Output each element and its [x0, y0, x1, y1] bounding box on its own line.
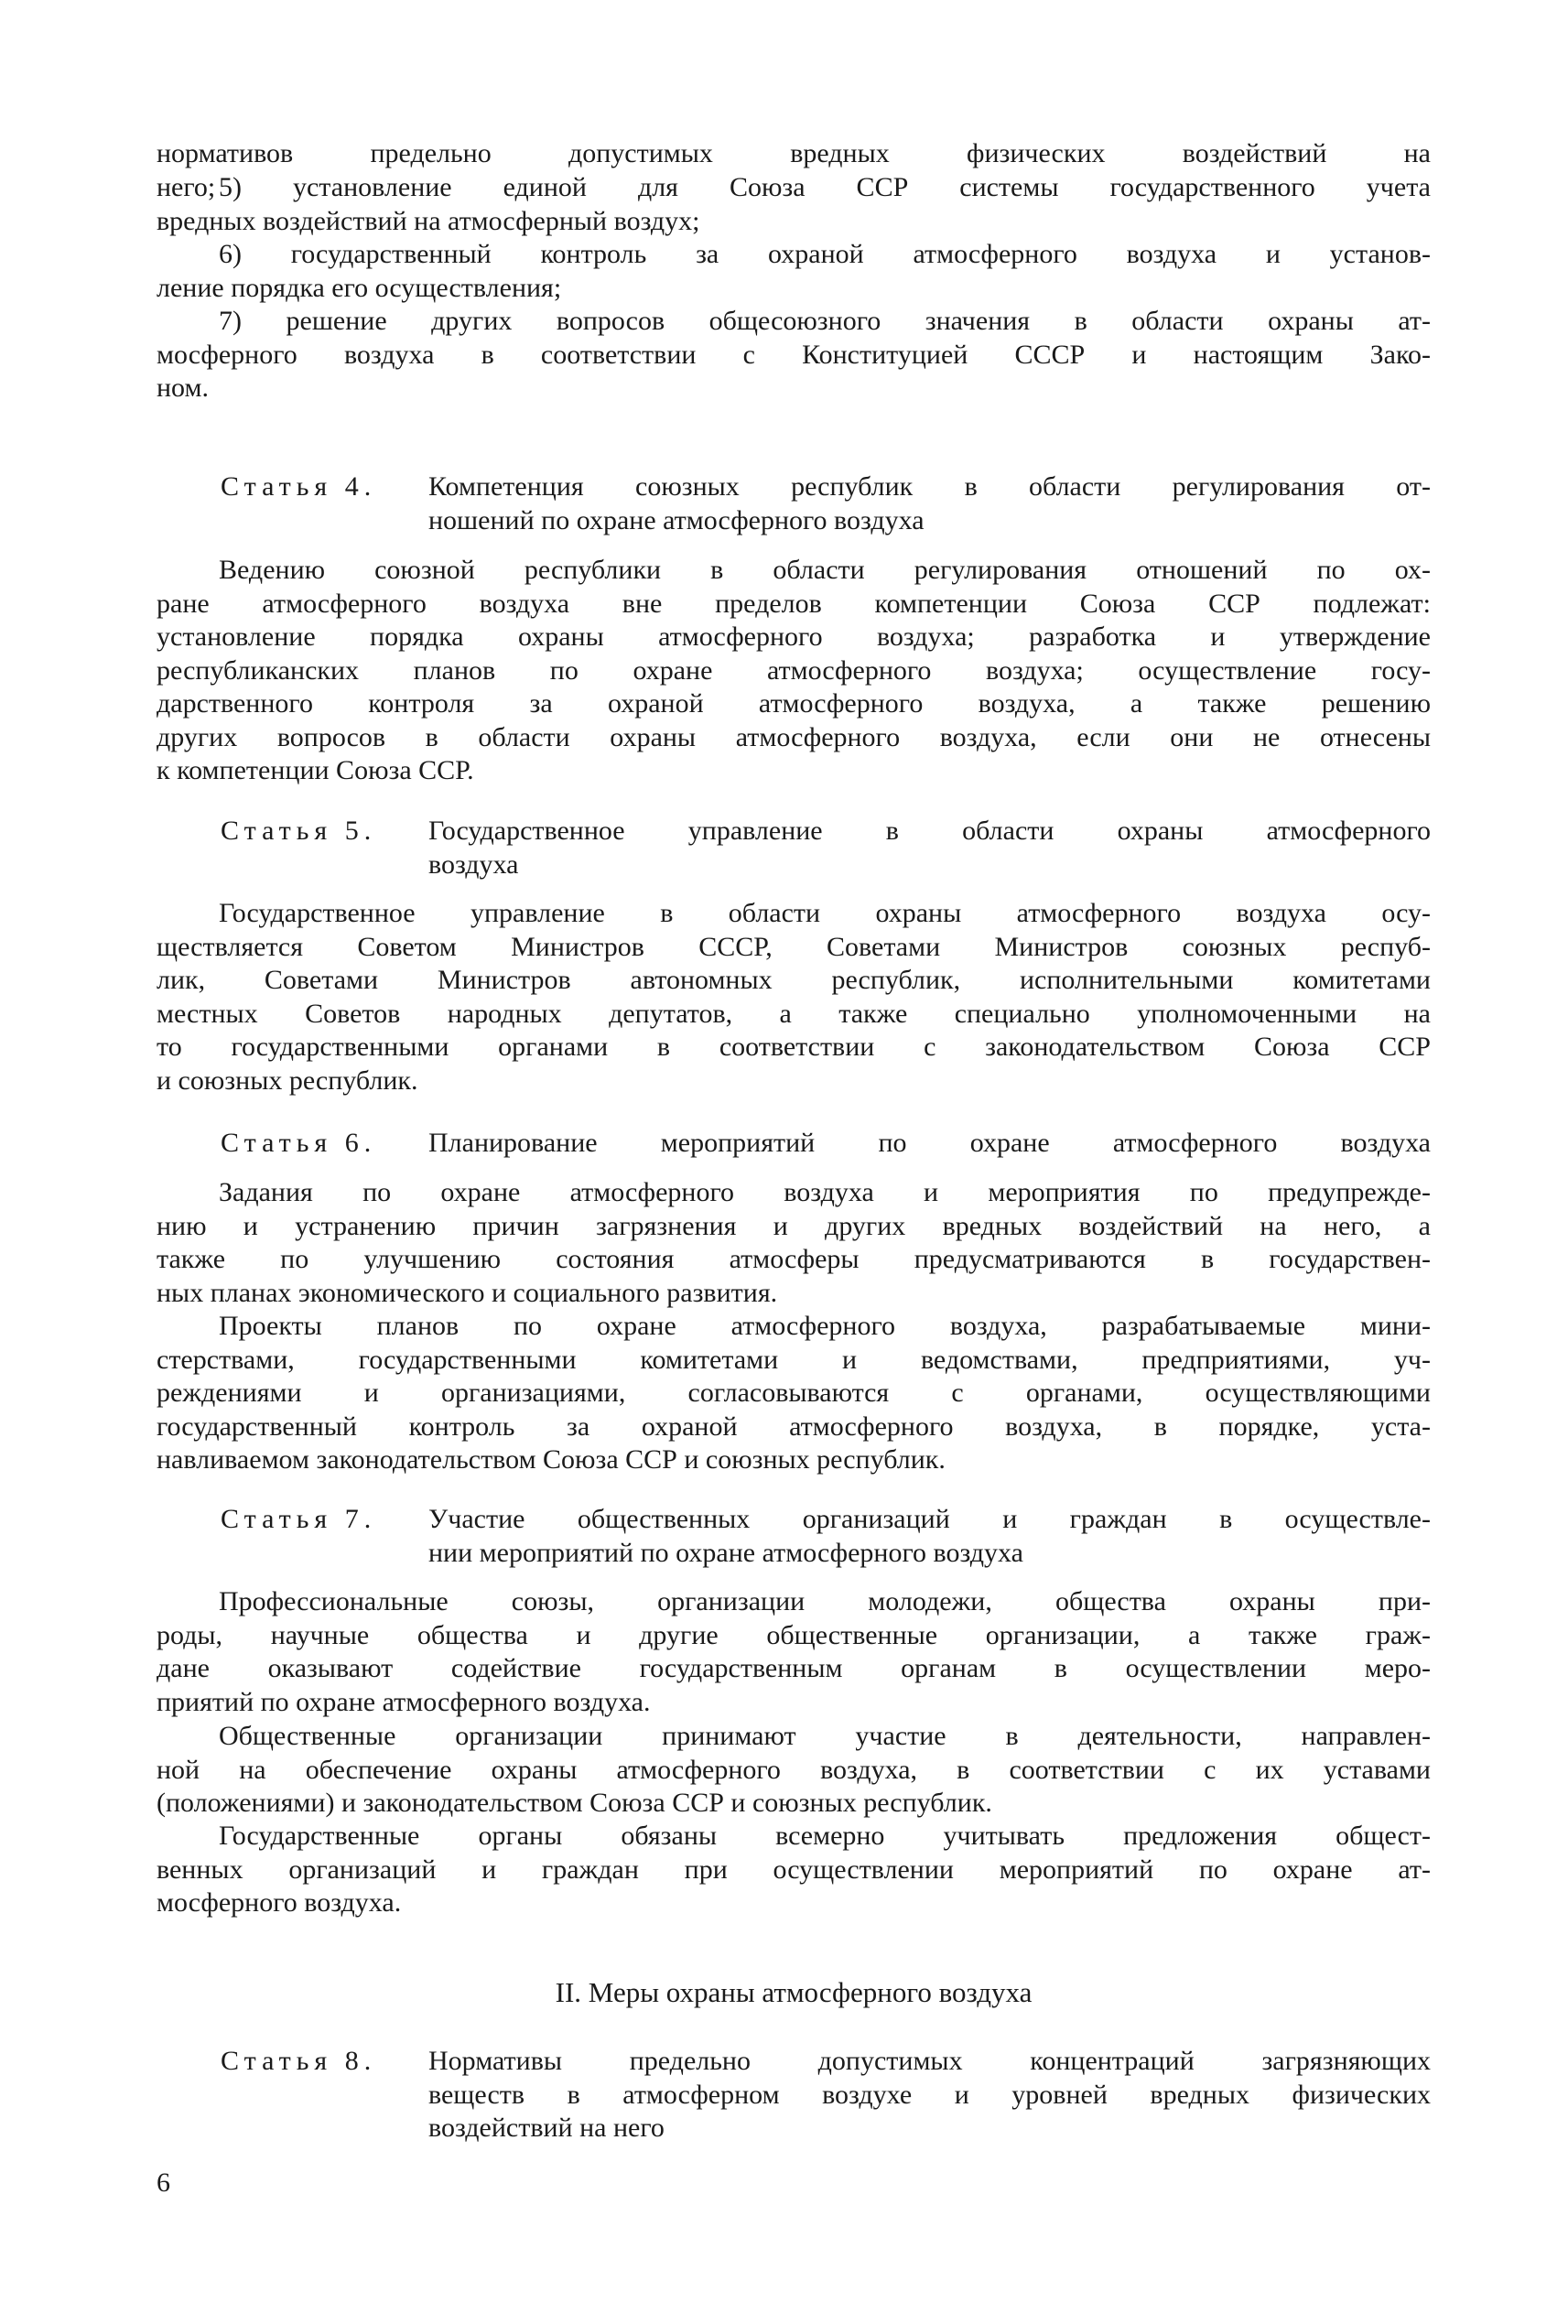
text-line: ществляется Советом Министров СССР, Советами Министров союзных респуб-	[157, 931, 1431, 962]
article-7-text-1	[157, 1585, 1431, 1719]
text-line: Компетенция союзных республик в области регулирования от-	[428, 471, 1431, 502]
text-line: Общественные организации принимают участие в деятельности, направлен-	[219, 1721, 1431, 1751]
list-item-7	[157, 305, 1431, 405]
text-line: 7) решение других вопросов общесоюзного значения в области охраны ат-	[219, 306, 1431, 336]
text-line: и союзных республик.	[157, 1065, 418, 1096]
text-line: дарственного контроля за охраной атмосферного воздуха, а также решению	[157, 688, 1431, 719]
article-7-text-2	[157, 1720, 1431, 1821]
text-line: ном.	[157, 373, 209, 403]
article-7-text-3	[157, 1820, 1431, 1920]
text-line: воздуха	[428, 849, 519, 880]
text-line: венных организаций и граждан при осуществлении мероприятий по охране ат-	[157, 1854, 1431, 1885]
text-line: Государственное управление в области охраны атмосферного воздуха осу-	[219, 898, 1431, 928]
article-6-text-1	[157, 1176, 1431, 1310]
text-line: Планирование мероприятий по охране атмосферного воздуха	[428, 1128, 1431, 1158]
article-label: Статья 6.	[221, 1128, 377, 1158]
article-title	[428, 815, 1431, 881]
text-line: Проекты планов по охране атмосферного воздуха, разрабатываемые мини-	[219, 1311, 1431, 1341]
text-line: ление порядка его осуществления;	[157, 272, 562, 303]
text-line: установление порядка охраны атмосферного воздуха; разработка и утверждение	[157, 622, 1431, 652]
text-line: государственный контроль за охраной атмосферного воздуха, в порядке, уста-	[157, 1411, 1431, 1442]
text-line: ране атмосферного воздуха вне пределов компетенции Союза ССР подлежат:	[157, 588, 1431, 619]
text-line: нию и устранению причин загрязнения и других вредных воздействий на него, а	[157, 1210, 1431, 1241]
text-line: ной на обеспечение охраны атмосферного воздуха, в соответствии с их уставами	[157, 1754, 1431, 1785]
text-line: Нормативы предельно допустимых концентраций загрязняющих	[428, 2046, 1431, 2076]
text-line: веществ в атмосферном воздухе и уровней вредных физических	[428, 2079, 1431, 2110]
article-title	[428, 470, 1431, 537]
text-line: (положениями) и законодательством Союза ССР и союзных республик.	[157, 1788, 992, 1818]
text-line: приятий по охране атмосферного воздуха.	[157, 1686, 651, 1717]
list-item-5	[157, 171, 1431, 238]
page-number: 6	[157, 2167, 170, 2198]
text-line: Участие общественных организаций и граждан в осуществле-	[428, 1504, 1431, 1534]
article-7-heading	[221, 1503, 1431, 1570]
text-line: навливаемом законодательством Союза ССР и союзных республик.	[157, 1444, 946, 1475]
article-6-heading	[221, 1127, 1431, 1161]
text-line: Задания по охране атмосферного воздуха и мероприятия по предупрежде-	[219, 1177, 1431, 1207]
article-label: Статья 5.	[221, 816, 377, 846]
article-title	[428, 1127, 1431, 1161]
section-2-heading: II. Меры охраны атмосферного воздуха	[555, 1976, 1033, 2008]
article-8-heading	[221, 2045, 1431, 2146]
text-line: нормативов предельно допустимых вредных физических воздействий на	[157, 138, 1431, 168]
text-line: реждениями и организациями, согласовываются с органами, осуществляющими	[157, 1378, 1431, 1408]
article-4-text	[157, 554, 1431, 788]
article-label: Статья 4.	[221, 471, 377, 502]
text-line: ных планах экономического и социального развития.	[157, 1277, 778, 1308]
text-line: республиканских планов по охране атмосферного воздуха; осуществление госу-	[157, 654, 1431, 686]
text-line: нии мероприятий по охране атмосферного воздуха	[428, 1537, 1023, 1568]
text-line: него;	[157, 171, 216, 202]
text-line: Профессиональные союзы, организации молодежи, общества охраны при-	[219, 1586, 1431, 1616]
text-line: вредных воздействий на атмосферный воздух;	[157, 205, 700, 236]
text-line: Государственные органы обязаны всемерно учитывать предложения общест-	[219, 1821, 1431, 1851]
text-line: стерствами, государственными комитетами и ведомствами, предприятиями, уч-	[157, 1344, 1431, 1375]
text-line: лик, Советами Министров автономных республик, исполнительными комитетами	[157, 965, 1431, 995]
text-line: роды, научные общества и другие общественные организации, а также граж-	[157, 1619, 1431, 1650]
list-item-6	[157, 238, 1431, 305]
article-5-text	[157, 897, 1431, 1097]
article-label: Статья 7.	[221, 1504, 377, 1534]
article-5-heading	[221, 815, 1431, 881]
text-line: других вопросов в области охраны атмосферного воздуха, если они не отнесены	[157, 721, 1431, 752]
article-title	[428, 2045, 1431, 2146]
article-title	[428, 1503, 1431, 1570]
text-line: также по улучшению состояния атмосферы предусматриваются в государствен-	[157, 1244, 1431, 1274]
text-line: то государственными органами в соответствии с законодательством Союза ССР	[157, 1032, 1431, 1062]
text-line: дане оказывают содействие государственным органам в осуществлении меро-	[157, 1653, 1431, 1683]
text-line: местных Советов народных депутатов, а также специально уполномоченными на	[157, 998, 1431, 1029]
text-line: Ведению союзной республики в области регулирования отношений по ох-	[219, 555, 1431, 585]
text-line: ношений по охране атмосферного воздуха	[428, 504, 925, 535]
text-line: к компетенции Союза ССР.	[157, 755, 474, 785]
text-line: 5) установление единой для Союза ССР системы государственного учета	[219, 172, 1431, 202]
text-line: мосферного воздуха в соответствии с Конституцией СССР и настоящим Зако-	[157, 339, 1431, 370]
text-line: 6) государственный контроль за охраной атмосферного воздуха и установ-	[219, 239, 1431, 269]
article-6-text-2	[157, 1310, 1431, 1477]
text-line: воздействий на него	[428, 2113, 665, 2143]
text-line: мосферного воздуха.	[157, 1887, 402, 1918]
article-label: Статья 8.	[221, 2046, 377, 2076]
article-4-heading	[221, 470, 1431, 537]
text-line: Государственное управление в области охраны атмосферного	[428, 816, 1431, 846]
